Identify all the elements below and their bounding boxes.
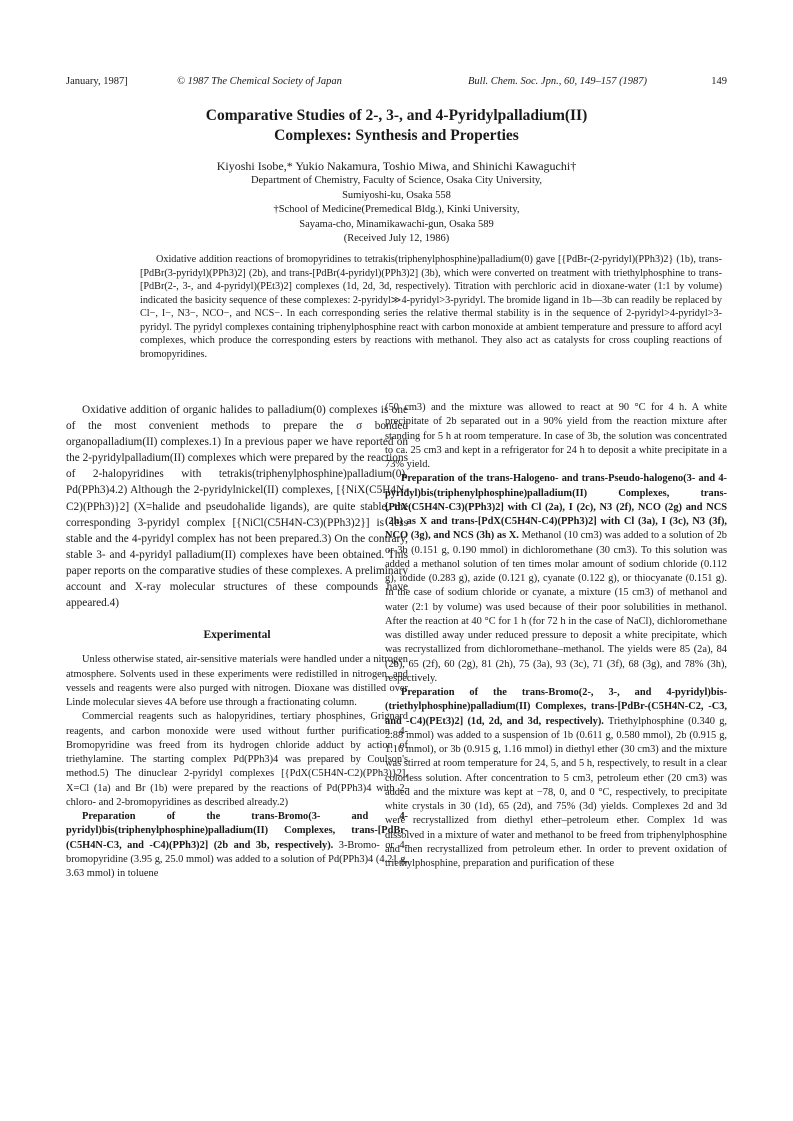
paragraph-heading: Preparation of the trans-Bromo(3- and 4-pyridyl)bis(triphenylphosphine)palladium(II) Complexes, trans-[PdBr-(C5H4N-C3, and -C4)(PPh3)2] (2b and 3b, respectively). — [66, 811, 408, 851]
page-number: 149 — [711, 76, 727, 87]
paragraph — [385, 472, 727, 686]
abstract-text: Oxidative addition reactions of bromopyridines to tetrakis(triphenylphosphine)palladium(0) gave [{PdBr-(2-pyridyl)(PPh3)2} (1b), trans-[PdBr(3-pyridyl)(PPh3)2] (2b), and trans-[PdBr(4-pyridyl)(PPh3)2] (3b), which were converted on treatment with triethylphosphine to trans-[PdBr(2-, 3-, and 4-pyridyl)(PEt3)2] complexes (1d, 2d, 3d, respectively). Titration with perchloric acid in dioxane-water (1:1 by volume) indicated the basicity sequence of these complexes: 2-pyridyl≫4-pyridyl>3-pyridyl. The bromide ligand in 1b—3b can readily be replaced by Cl−, I−, N3−, NCO−, and NCS−. In each corresponding series the relative thermal stability is in the sequence of 2-pyridyl>4-pyridyl>3-pyridyl. The pyridyl complexes containing triphenylphosphine react with carbon monoxide at ambient temperature and pressure to afford acyl complexes, which produce the corresponding esters by reactions with methanol. They also act as catalysts for cross coupling reactions of bromopyridines. — [140, 254, 722, 360]
title-line-2: Complexes: Synthesis and Properties — [274, 127, 519, 144]
header-copyright: © 1987 The Chemical Society of Japan — [177, 76, 342, 87]
right-column — [385, 401, 727, 871]
paragraph-body: Methanol (10 cm3) was added to a solution of 2b or 3b (0.151 g, 0.190 mmol) in dichloromethane (30 cm3). To this solution was added a methanol solution of ten times molar amount of sodium chloride (0.112 g), iodide (0.283 g), azide (0.121 g), cyanate (0.122 g), or thiocyanate (0.151 g). In the case of sodium chloride or cyanate, a mixture (15 cm3) of methanol and water (2:1 by volume) was used because of their poor solubilities in methanol. After the reaction at 40 °C for 1 h (for 72 h in the case of NaCl), dichloromethane was distilled away under reduced pressure to deposit a white precipitate, which was recrystallized from dichloromethane–methanol. The yields were 85 (2a), 84 (2b), 65 (2f), 60 (2g), 81 (2h), 75 (3a), 93 (3c), 71 (3f), 68 (3g), and 78% (3h), respectively. — [385, 530, 727, 684]
header-journal: Bull. Chem. Soc. Jpn., 60, 149–157 (1987) — [468, 76, 648, 87]
received-date: (Received July 12, 1986) — [343, 233, 450, 244]
paper-title — [0, 106, 793, 146]
paragraph-body: 3-Bromo- or 4-bromopyridine (3.95 g, 25.0 mmol) was added to a solution of Pd(PPh3)4 (4.21 g, 3.63 mmol) in toluene — [66, 839, 408, 880]
header-date: January, 1987] — [66, 76, 128, 87]
paragraph: Unless otherwise stated, air-sensitive materials were handled under a nitrogen atmosphere. Solvents used in these experiments were redistilled in nitrogen, and vessels and reagents were also purged with nitrogen. Dioxane was distilled over Linde molecular sieves 4A before use through a fractionating column. — [66, 654, 408, 709]
paragraph — [385, 686, 727, 871]
paragraph — [66, 810, 408, 881]
left-column — [66, 402, 408, 881]
abstract — [140, 253, 722, 361]
intro-paragraph: Oxidative addition of organic halides to palladium(0) complexes is one of the most convenient methods to prepare the σ bonded organopalladium(II) complexes.1) In a previous paper we have reported on the 2-pyridylpalladium(II) complexes which were prepared by the reactions of 2-halopyridines with tetrakis(triphenylphosphine)palladium(0), Pd(PPh3)4.2) Although the 2-pyridylnickel(II) complexes, [{NiX(C5H4N-C2)(PPh3)}2] (X=halide and pseudohalide ligands), are quite stable, the corresponding 3-pyridyl complex [{NiCl(C5H4N-C3)(PPh3)2}] is less stable and the 4-pyridyl complex has not been prepared.3) On the contrary, stable 3- and 4-pyridyl palladium(II) complexes have been obtained. This paper reports on the comparative studies of these complexes. A preliminary account and X-ray molecular structures of these compounds have appeared.4) — [66, 404, 408, 610]
paragraph: (50 cm3) and the mixture was allowed to react at 90 °C for 4 h. A white precipitate of 2b separated out in a 90% yield from the reaction mixture after standing for 5 h at room temperature. In case of 3b, the solution was concentrated to ca. 25 cm3 and kept in a refrigerator for 24 h to deposit a white precipitate in a 73% yield. — [385, 402, 727, 470]
affiliation-line: Sumiyoshi-ku, Osaka 558 — [342, 189, 451, 201]
paragraph: Commercial reagents such as halopyridines, tertiary phosphines, Grignard reagents, and carbon monoxide were used without further purification. 4-Bromopyridine was freed from its hydrogen chloride adduct by action of triethylamine. The starting complex Pd(PPh3)4 was prepared by Coulson's method.5) The dinuclear 2-pyridyl complexes [{PdX(C5H4N-C2)(PPh3)}2], X=Cl (1a) and Br (1b) were prepared by the reactions of Pd(PPh3)4 with 2-chloro- and 2-bromopyridines as described already.2) — [66, 711, 408, 808]
author-list: Kiyoshi Isobe,* Yukio Nakamura, Toshio Miwa, and Shinichi Kawaguchi† — [216, 159, 577, 173]
paragraph-heading: Preparation of the trans-Bromo(2-, 3-, and 4-pyridyl)bis-(triethylphosphine)palladium(II) Complexes, trans-[PdBr-(C5H4N-C2, -C3, and -C4)(PEt3)2] (1d, 2d, and 3d, respectively). — [385, 687, 727, 727]
affiliations — [0, 174, 793, 247]
paragraph-body: Triethylphosphine (0.340 g, 2.88 mmol) was added to a suspension of 1b (0.611 g, 0.580 mmol), 2b (0.915 g, 1.16 mmol), or 3b (0.915 g, 1.16 mmol) in diethyl ether (30 cm3) and the mixture was stirred at room temperature for 24, 5, and 5 h, respectively, to result in a clear colorless solution. After concentration to 5 cm3, petroleum ether (20 cm3) was added and the mixture was kept at −78, 0, and 0 °C, respectively, to precipitate white crystals in 30 (1d), 65 (2d), and 75% (3d) yields. Complexes 2d and 3d were recrystallized from diethyl ether–petroleum ether. Complex 1d was dissolved in a mixture of water and methanol to be freed from triphenylphosphine and then recrystallized from petroleum ether. In order to prevent oxidation of triethylphosphine, preparation and purification of these — [385, 715, 727, 869]
affiliation-line: †School of Medicine(Premedical Bldg.), Kinki University, — [273, 204, 520, 215]
affiliation-line: Department of Chemistry, Faculty of Science, Osaka City University, — [250, 175, 543, 186]
section-heading-experimental: Experimental — [203, 629, 271, 642]
paragraph-heading: Preparation of the trans-Halogeno- and trans-Pseudo-halogeno(3- and 4-pyridyl)bis(triphenylphosphine)palladium(II) Complexes, trans-[PdX(C5H4N-C3)(PPh3)2] with Cl (2a), I (2c), N3 (2f), NCO (2g) and NCS (2h) as X and trans-[PdX(C5H4N-C4)(PPh3)2] with Cl (3a), I (3c), N3 (3f), NCO (3g), and NCS (3h) as X. — [385, 473, 727, 542]
title-line-1: Comparative Studies of 2-, 3-, and 4-Pyridylpalladium(II) — [205, 107, 588, 124]
running-header — [66, 76, 727, 90]
affiliation-line: Sayama-cho, Minamikawachi-gun, Osaka 589 — [299, 218, 494, 230]
